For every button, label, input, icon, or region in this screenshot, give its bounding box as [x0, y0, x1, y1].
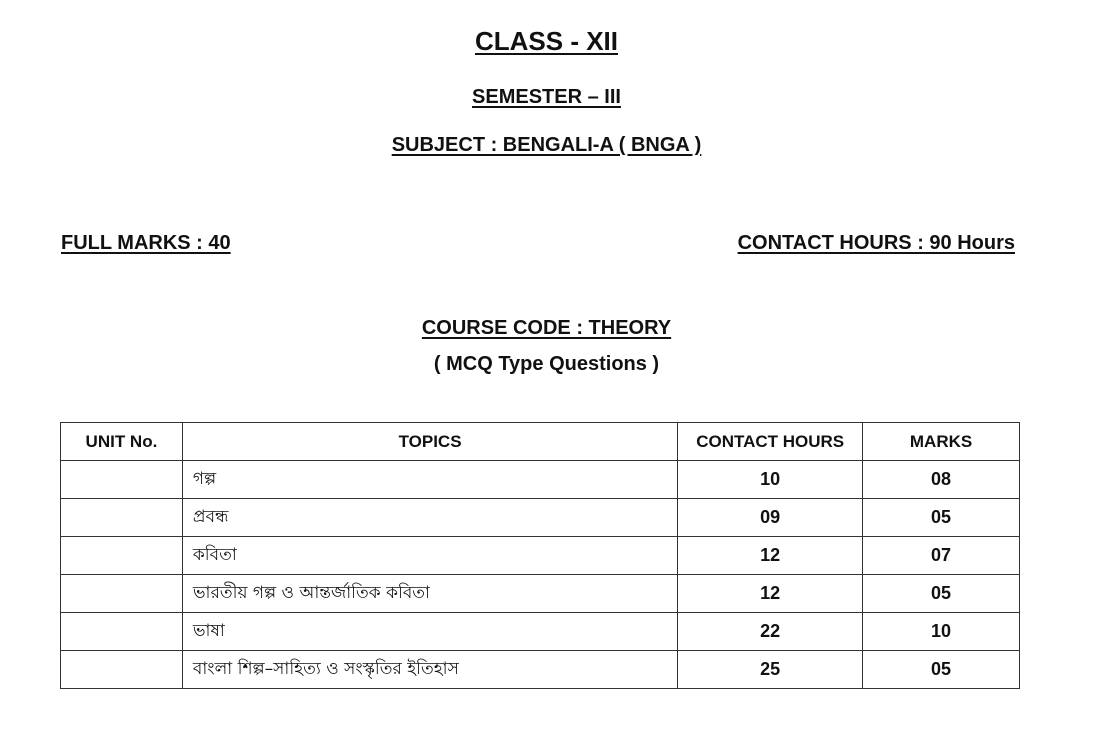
unit-cell: [61, 651, 183, 689]
header-marks: MARKS: [863, 423, 1020, 461]
contact-hours-text: CONTACT HOURS : 90 Hours: [737, 232, 1015, 254]
unit-cell: [61, 613, 183, 651]
header-unit-no: UNIT No.: [61, 423, 183, 461]
subject-heading: [0, 134, 1093, 157]
table-row: [61, 613, 1020, 651]
table-row: [61, 575, 1020, 613]
hours-cell: 22: [678, 613, 863, 651]
course-code-heading: [0, 317, 1093, 340]
marks-cell: 10: [863, 613, 1020, 651]
topic-cell: কবিতা: [182, 537, 677, 575]
table-row: [61, 537, 1020, 575]
marks-cell: 05: [863, 499, 1020, 537]
class-title-text: CLASS - XII: [474, 26, 618, 56]
unit-cell: [61, 499, 183, 537]
marks-cell: 08: [863, 461, 1020, 499]
semester-text: SEMESTER – III: [472, 86, 621, 108]
course-code-text: COURSE CODE : THEORY: [421, 317, 672, 339]
full-marks: [61, 232, 231, 255]
header-contact-hours: CONTACT HOURS: [678, 423, 863, 461]
class-title: [0, 26, 1093, 57]
hours-cell: 25: [678, 651, 863, 689]
unit-cell: [61, 537, 183, 575]
contact-hours: [738, 232, 1015, 255]
question-type-heading: [0, 353, 1093, 376]
marks-cell: 05: [863, 651, 1020, 689]
topic-cell: প্রবন্ধ: [182, 499, 677, 537]
hours-cell: 12: [678, 575, 863, 613]
topic-cell: গল্প: [182, 461, 677, 499]
subject-text: SUBJECT : BENGALI-A ( BNGA ): [391, 134, 702, 156]
topic-cell: ভারতীয় গল্প ও আন্তর্জাতিক কবিতা: [182, 575, 677, 613]
table-header-row: [61, 423, 1020, 461]
topic-cell: ভাষা: [182, 613, 677, 651]
unit-cell: [61, 461, 183, 499]
marks-cell: 05: [863, 575, 1020, 613]
hours-cell: 10: [678, 461, 863, 499]
hours-cell: 12: [678, 537, 863, 575]
syllabus-table: [60, 422, 1020, 689]
question-type-text: ( MCQ Type Questions ): [433, 353, 660, 375]
marks-cell: 07: [863, 537, 1020, 575]
unit-cell: [61, 575, 183, 613]
full-marks-text: FULL MARKS : 40: [61, 232, 231, 254]
semester-heading: [0, 86, 1093, 109]
table-row: [61, 651, 1020, 689]
table-row: [61, 499, 1020, 537]
hours-cell: 09: [678, 499, 863, 537]
table-row: [61, 461, 1020, 499]
header-topics: TOPICS: [182, 423, 677, 461]
topic-cell: বাংলা শিল্প–সাহিত্য ও সংস্কৃতির ইতিহাস: [182, 651, 677, 689]
